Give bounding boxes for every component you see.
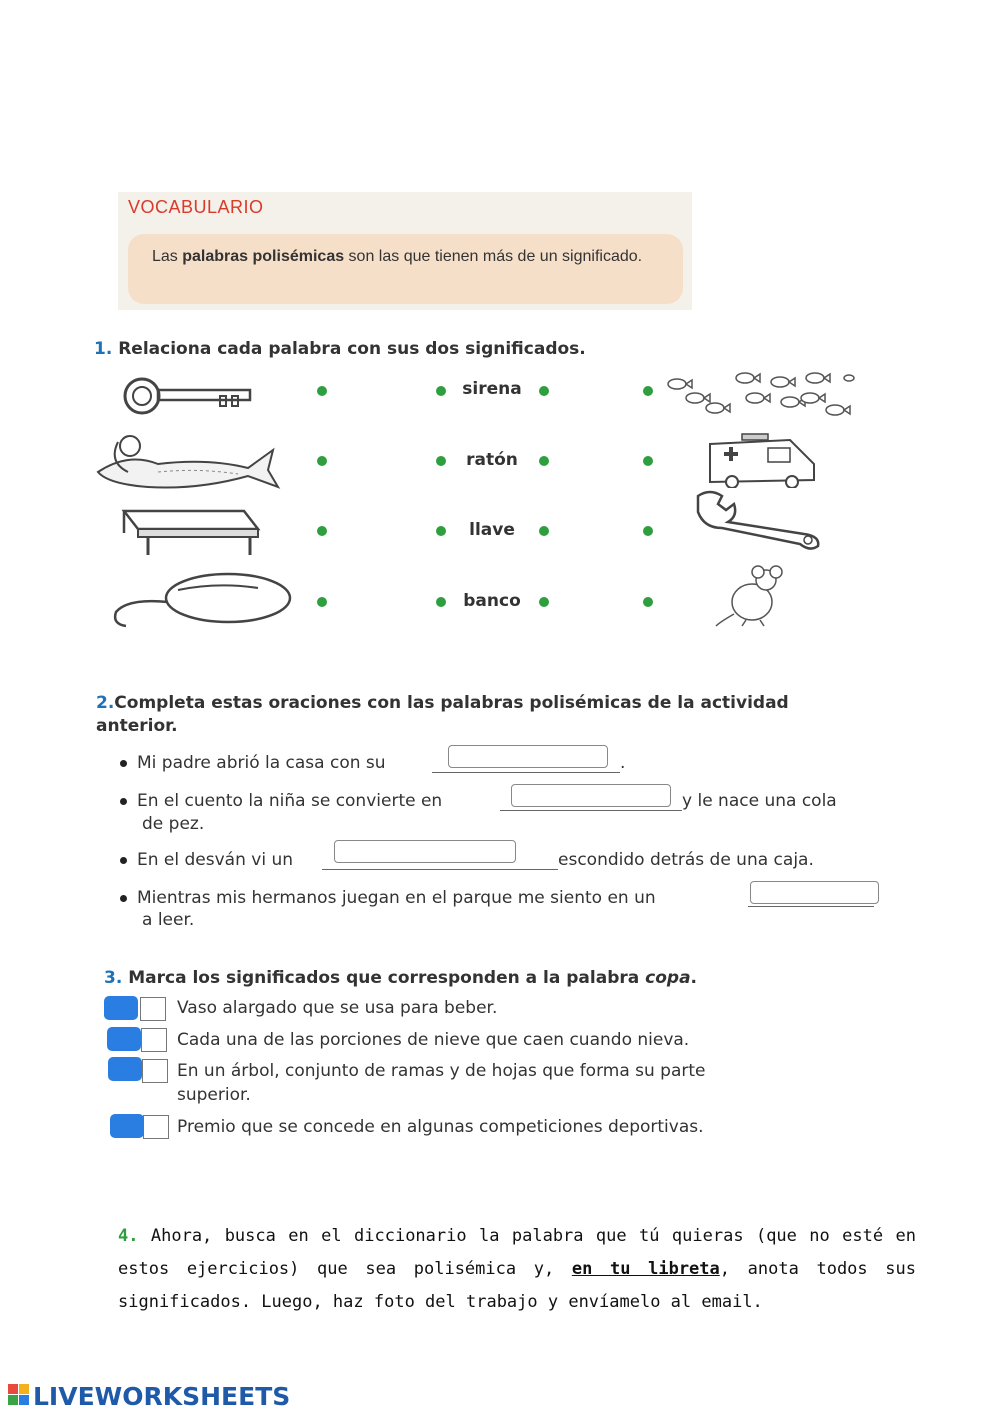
checkbox-option-4[interactable]: [110, 1114, 144, 1138]
blank-input-3[interactable]: [334, 840, 516, 863]
mermaid-icon: [88, 432, 283, 494]
sentence-3-end: escondido detrás de una caja.: [558, 850, 814, 870]
liveworksheets-logo-icon: [8, 1384, 30, 1406]
ambulance-icon: [702, 430, 822, 488]
option-3-label-line2: superior.: [177, 1085, 251, 1105]
bullet: [120, 857, 127, 864]
wrench-icon: [692, 488, 826, 550]
match-dot-right-2[interactable]: [643, 456, 653, 466]
option-1-label: Vaso alargado que se usa para beber.: [177, 998, 498, 1018]
ex4-text: 4. Ahora, busca en el diccionario la palabra que tú quieras (que no esté en estos ejercicios) que sea polisémica y, en tu libreta, anota todos sus significados. Luego, haz foto del trabajo y envíamelo al email.: [118, 1226, 916, 1312]
option-4-label: Premio que se concede en algunas competiciones deportivas.: [177, 1117, 704, 1137]
checkbox-frame: [142, 1059, 168, 1083]
vocab-title: VOCABULARIO: [128, 197, 264, 217]
checkbox-option-1[interactable]: [104, 996, 138, 1020]
definition-box: [128, 234, 683, 304]
checkbox-frame: [141, 1028, 167, 1052]
definition-text: Las palabras polisémicas son las que tienen más de un significado.: [152, 248, 643, 265]
sentence-2-end: y le nace una cola: [682, 791, 837, 811]
underline: [432, 772, 620, 773]
option-2-label: Cada una de las porciones de nieve que caen cuando nieva.: [177, 1030, 690, 1050]
underline: [500, 810, 682, 811]
match-dot-right-1[interactable]: [643, 386, 653, 396]
checkbox-option-3[interactable]: [108, 1057, 142, 1081]
fish-school-icon: [665, 370, 865, 422]
blank-input-4[interactable]: [750, 881, 879, 904]
sentence-4: Mientras mis hermanos juegan en el parque me siento en un: [120, 886, 656, 910]
match-dot-left-4[interactable]: [317, 597, 327, 607]
match-dot-word-right-3[interactable]: [539, 526, 549, 536]
match-dot-word-right-2[interactable]: [539, 456, 549, 466]
word-raton: ratón: [466, 450, 518, 470]
computer-mouse-icon: [108, 568, 294, 630]
key-icon: [120, 372, 260, 418]
underline: [322, 869, 558, 870]
checkbox-frame: [143, 1115, 169, 1139]
bullet: [120, 895, 127, 902]
match-dot-left-2[interactable]: [317, 456, 327, 466]
sentence-3: En el desván vi un: [120, 848, 293, 872]
match-dot-left-3[interactable]: [317, 526, 327, 536]
sentence-2-line2: de pez.: [142, 814, 205, 834]
ex2-title: 2.Completa estas oraciones con las palabras polisémicas de la actividad anterior.: [96, 693, 789, 736]
match-dot-word-right-1[interactable]: [539, 386, 549, 396]
option-3-label: En un árbol, conjunto de ramas y de hojas que forma su parte: [177, 1061, 706, 1081]
match-dot-right-4[interactable]: [643, 597, 653, 607]
sentence-4-line2: a leer.: [142, 910, 195, 930]
blank-input-1[interactable]: [448, 745, 608, 768]
match-dot-left-1[interactable]: [317, 386, 327, 396]
brand-name[interactable]: LIVEWORKSHEETS: [33, 1382, 291, 1411]
word-llave: llave: [469, 520, 515, 540]
ex1-title: 1. Relaciona cada palabra con sus dos significados.: [94, 339, 586, 359]
sentence-1-end: .: [620, 753, 626, 773]
word-sirena: sirena: [462, 379, 522, 399]
ex3-title: 3. Marca los significados que corresponden a la palabra copa.: [104, 968, 698, 988]
blank-input-2[interactable]: [511, 784, 671, 807]
checkbox-option-2[interactable]: [107, 1027, 141, 1051]
sentence-1: Mi padre abrió la casa con su: [120, 751, 386, 775]
bullet: [120, 798, 127, 805]
match-dot-right-3[interactable]: [643, 526, 653, 536]
sentence-2: En el cuento la niña se convierte en: [120, 789, 442, 813]
word-banco: banco: [463, 591, 521, 611]
match-dot-word-right-4[interactable]: [539, 597, 549, 607]
bench-icon: [118, 505, 266, 557]
bullet: [120, 760, 127, 767]
checkbox-frame: [140, 997, 166, 1021]
mouse-animal-icon: [712, 562, 800, 628]
underline: [748, 906, 874, 907]
